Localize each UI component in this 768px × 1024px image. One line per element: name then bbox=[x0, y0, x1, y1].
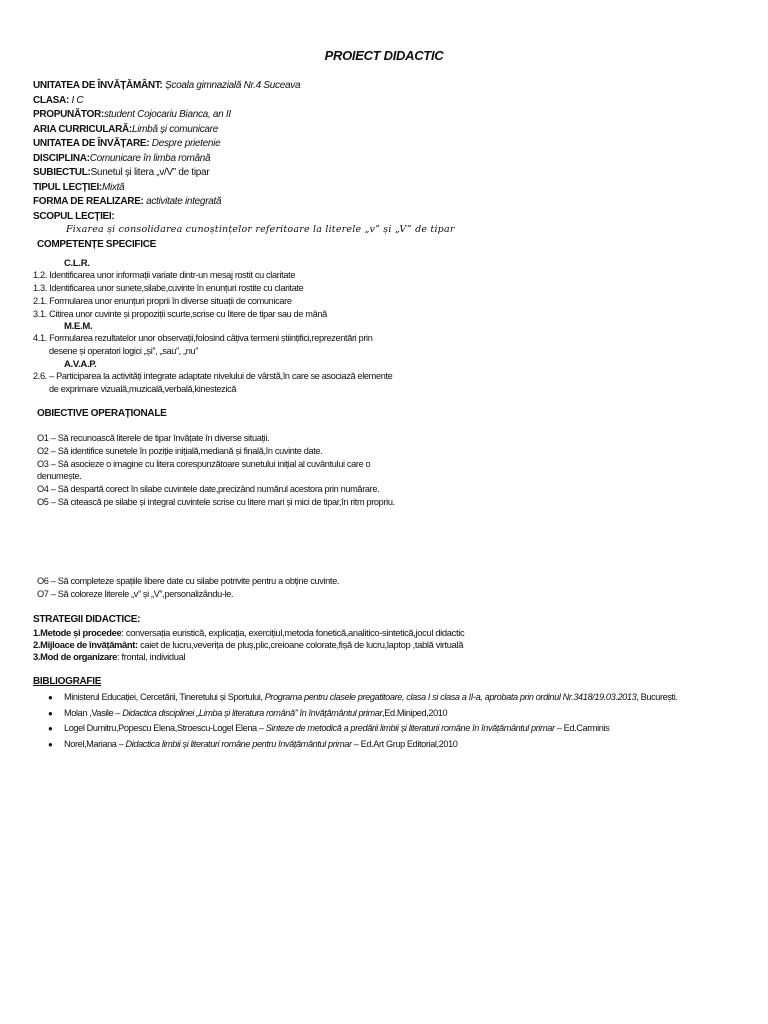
bibliography-item: ● Molan ,Vasile – Didactica disciplinei „Limba și literatura română” în învățământul primar,Ed.Miniped,2010 bbox=[48, 706, 748, 722]
clr-heading: C.L.R. bbox=[64, 258, 90, 269]
meta-row-subiectul: SUBIECTUL:Sunetul și litera „v/V” de tipar bbox=[33, 167, 210, 178]
meta-row-aria: ARIA CURRICULARĂ:Limbă și comunicare bbox=[33, 123, 218, 135]
bullet-icon: ● bbox=[48, 724, 53, 733]
avap-heading: A.V.A.P. bbox=[64, 359, 97, 370]
bullet-icon: ● bbox=[48, 708, 53, 718]
obiectiv-item: O1 – Să recunoască literele de tipar învățate în diverse situații. bbox=[37, 433, 270, 443]
bibliography-item: ● Logel Dumitru,Popescu Elena,Stroescu-Logel Elena – Sinteze de metodică a predării limbii și literaturii române în învățământul primar – Ed.Carminis bbox=[48, 721, 748, 737]
obiectiv-item: O5 – Să citească pe silabe și integral cuvintele scrise cu litere mari și mici de tipar,în ritm propriu. bbox=[37, 497, 395, 507]
lesson-goal: Fixarea și consolidarea cunoștințelor referitoare la literele „v” și „V” de tipar bbox=[66, 224, 455, 235]
meta-row-unitate-invatare: UNITATEA DE ÎNVĂȚARE: Despre prietenie bbox=[33, 138, 221, 149]
avap-item: de exprimare vizuală,muzicală,verbală,kinestezică bbox=[49, 384, 237, 394]
meta-row-clasa: CLASA: I C bbox=[33, 94, 84, 106]
obiectiv-item: O2 – Să identifice sunetele în poziție inițială,mediană și finală,în cuvinte date. bbox=[37, 446, 323, 456]
mem-item: desene și operatori logici „și”, „sau”, „nu” bbox=[49, 346, 199, 356]
meta-row-tipul: TIPUL LECȚIEI:Mixtă bbox=[33, 181, 125, 193]
strategii-row: 3.Mod de organizare: frontal, individual bbox=[33, 651, 186, 662]
obiectiv-item: O6 – Să completeze spațiile libere date cu silabe potrivite pentru a obține cuvinte. bbox=[37, 576, 340, 586]
meta-row-forma: FORMA DE REALIZARE: activitate integrată bbox=[33, 196, 222, 207]
obiectiv-item: O7 – Să coloreze literele „v” și „V”,personalizându-le. bbox=[37, 589, 234, 599]
bibliography-item: ● Norel,Mariana – Didactica limbii și literaturi române pentru învățământul primar – Ed.Art Grup Editorial,2010 bbox=[48, 737, 748, 753]
bibliografie-heading: BIBLIOGRAFIE bbox=[33, 676, 102, 687]
clr-item: 1.2. Identificarea unor informații variate dintr-un mesaj rostit cu claritate bbox=[33, 270, 296, 280]
competente-heading: COMPETENȚE SPECIFICE bbox=[37, 239, 157, 250]
bibliography-list bbox=[48, 690, 748, 752]
obiectiv-item: denumește. bbox=[37, 471, 82, 481]
meta-row-scopul: SCOPUL LECȚIEI: bbox=[33, 210, 115, 222]
document-title: PROIECT DIDACTIC bbox=[324, 48, 444, 63]
bullet-icon: ● bbox=[48, 693, 53, 702]
strategii-heading: STRATEGII DIDACTICE: bbox=[33, 614, 141, 625]
strategii-row: 2.Mijloace de învățământ: caiet de lucru,veverița de pluș,plic,creioane colorate,fișă de lucru,laptop ,tablă virtuală bbox=[33, 639, 464, 650]
obiective-heading: OBIECTIVE OPERAȚIONALE bbox=[37, 408, 167, 419]
clr-item: 3.1. Citirea unor cuvinte și propoziții scurte,scrise cu litere de tipar sau de mână bbox=[33, 309, 327, 319]
bullet-icon: ● bbox=[48, 739, 53, 749]
obiectiv-item: O3 – Să asocieze o imagine cu litera corespunzătoare sunetului inițial al cuvântului care o bbox=[37, 459, 371, 469]
mem-item: 4.1. Formularea rezultatelor unor observații,folosind câțiva termeni științifici,reprezentări prin bbox=[33, 333, 373, 343]
strategii-row: 1.Metode și procedee: conversația euristică, explicația, exercițiul,metoda fonetică,analitico-sintetică,jocul didactic bbox=[33, 627, 465, 638]
lesson-metadata bbox=[33, 79, 733, 224]
meta-row-unitate: UNITATEA DE ÎNVĂȚĂMÂNT: Școala gimnazială Nr.4 Suceava bbox=[33, 80, 301, 91]
clr-item: 2.1. Formularea unor enunțuri proprii în diverse situații de comunicare bbox=[33, 296, 292, 306]
meta-row-propunator: PROPUNĂTOR:student Cojocariu Bianca, an II bbox=[33, 109, 231, 120]
obiectiv-item: O4 – Să despartă corect în silabe cuvintele date,precizând numărul acestora prin numărare. bbox=[37, 484, 380, 494]
clr-item: 1.3. Identificarea unor sunete,silabe,cuvinte în enunțuri rostite cu claritate bbox=[33, 283, 304, 293]
meta-row-disciplina: DISCIPLINA:Comunicare în limba română bbox=[33, 152, 211, 164]
bibliography-item: ● Ministerul Educației, Cercetării, Tineretului și Sportului, Programa pentru clasele pregatitoare, clasa I si clasa a II-a, aprobata prin ordinul Nr.3418/19.03.2013, București. bbox=[48, 690, 748, 706]
avap-item: 2.6. – Participarea la activități integrate adaptate nivelului de vârstă,în care se asociază elemente bbox=[33, 371, 393, 381]
mem-heading: M.E.M. bbox=[64, 321, 93, 332]
